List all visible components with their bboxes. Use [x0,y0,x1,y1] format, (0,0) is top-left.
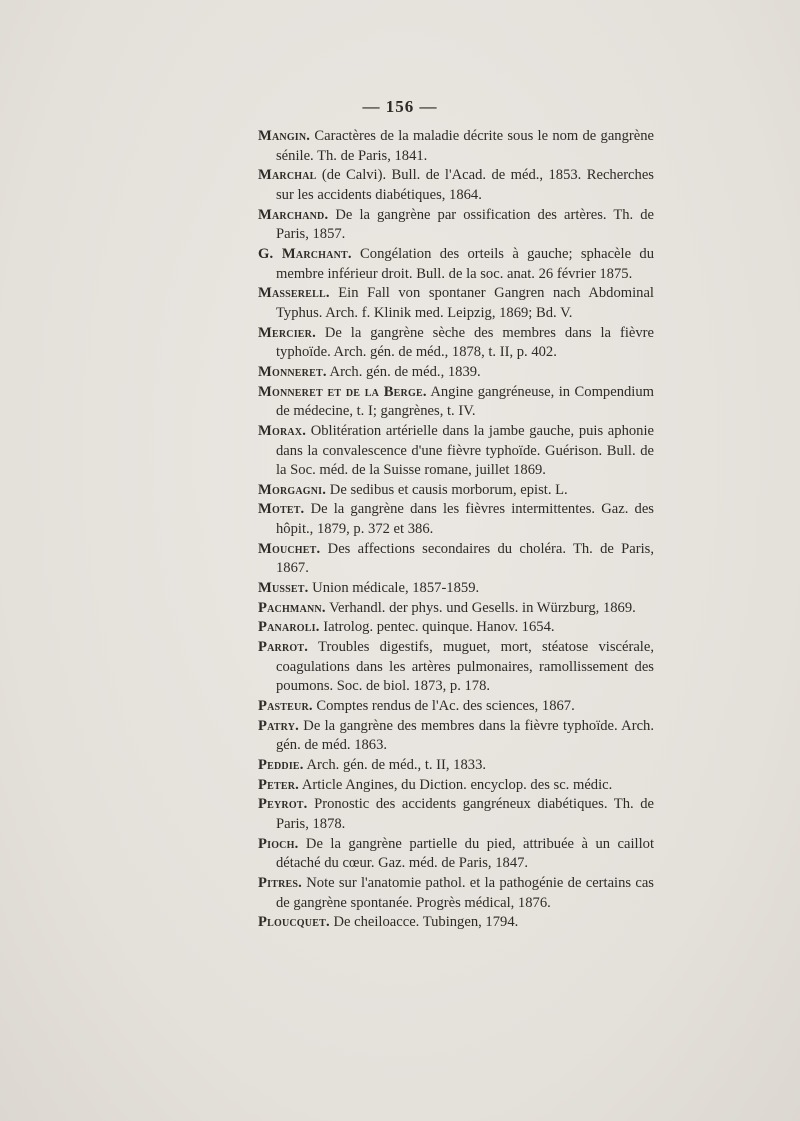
entry-author: Marchand. [258,206,329,223]
entry-text: De sedibus et causis morborum, epist. L. [326,481,568,498]
bibliography-entry [258,481,654,501]
entry-author: Motet. [258,501,305,518]
entry-author: Monneret. [258,363,327,380]
bibliography-entry [258,166,654,205]
entry-author: Monneret et de la Berge. [258,383,427,400]
entry-text: Oblitération artérielle dans la jambe gauche, puis aphonie dans la convalescence d'une fièvre typhoïde. Guérison. Bull. de la Soc. méd. de la Suisse romane, juillet 1869. [276,422,654,479]
bibliography-entry [258,245,654,284]
bibliography-entry [258,717,654,756]
entry-author: Marchal [258,167,317,184]
entry-author: Panaroli. [258,619,320,636]
page-number-header: — 156 — [362,97,438,116]
bibliography-entry [258,500,654,539]
entry-text: Troubles digestifs, muguet, mort, stéatose viscérale, coagulations dans les artères pulmonaires, ramollissement des poumons. Soc. de biol. 1873, p. 178. [276,639,654,695]
bibliography-entry [258,638,654,697]
bibliography-entry [258,697,654,717]
entry-text: Ein Fall von spontaner Gangren nach Abdominal Typhus. Arch. f. Klinik med. Leipzig, 1869; Bd. V. [276,285,654,321]
entry-author: Peter. [258,776,299,793]
entry-text: Arch. gén. de méd., 1839. [326,363,481,380]
entry-author: Patry. [258,717,300,734]
entry-text: Pronostic des accidents gangréneux diabétiques. Th. de Paris, 1878. [276,796,654,832]
entry-author: Morax. [258,422,307,439]
entry-author: Peyrot. [258,796,308,813]
bibliography-entry [258,363,654,383]
entry-author: Musset. [258,580,309,597]
bibliography-entry [258,383,654,422]
entry-text: Comptes rendus de l'Ac. des sciences, 1867. [312,698,575,715]
entry-text: De la gangrène dans les fièvres intermittentes. Gaz. des hôpit., 1879, p. 372 et 386. [276,501,654,538]
entry-author: Pasteur. [258,698,313,715]
entry-text: Caractères de la maladie décrite sous le nom de gangrène sénile. Th. de Paris, 1841. [276,128,654,164]
bibliography-entry [258,422,654,481]
entry-text: De cheiloacce. Tubingen, 1794. [329,914,519,931]
bibliography-entry [258,284,654,323]
entry-text: Angine gangréneuse, in Compendium de médecine, t. I; gangrènes, t. IV. [276,383,655,420]
bibliography-entry [258,874,654,913]
bibliography-entry [258,756,654,776]
entry-text: Verhandl. der phys. und Gesells. in Würzburg, 1869. [325,599,636,616]
bibliography-entry [258,127,654,166]
entry-text: Iatrolog. pentec. quinque. Hanov. 1654. [319,619,555,636]
entry-author: Ploucquet. [258,914,330,931]
entry-text: Congélation des orteils à gauche; sphacèle du membre inférieur droit. Bull. de la soc. anat. 26 février 1875. [276,245,654,282]
entry-text: De la gangrène partielle du pied, attribuée à un caillot détaché du cœur. Gaz. méd. de Paris, 1847. [276,835,654,872]
entry-author: G. Marchant. [258,245,352,262]
bibliography-entry [258,540,654,579]
entry-text: Arch. gén. de méd., t. II, 1833. [303,757,487,773]
entry-text: De la gangrène sèche des membres dans la fièvre typhoïde. Arch. gén. de méd., 1878, t. II, p. 402. [276,324,654,361]
entry-text: Article Angines, du Diction. encyclop. des sc. médic. [299,776,613,793]
bibliography-entry [258,324,654,363]
entry-author: Mangin. [258,128,311,144]
entry-author: Peddie. [258,757,304,773]
entry-text: (de Calvi). Bull. de l'Acad. de méd., 1853. Recherches sur les accidents diabétiques, 1864. [276,167,654,203]
bibliography-entry [258,795,654,834]
entry-author: Morgagni. [258,481,327,498]
bibliography-entry [258,776,654,796]
entry-text: Des affections secondaires du choléra. Th. de Paris, 1867. [276,540,654,577]
entry-text: De la gangrène par ossification des artères. Th. de Paris, 1857. [276,206,654,243]
entry-text: De la gangrène des membres dans la fièvre typhoïde. Arch. gén. de méd. 1863. [276,717,654,754]
bibliography-entry [258,618,654,638]
bibliography-entry [258,835,654,874]
entry-author: Parrot. [258,639,309,656]
bibliography-entry [258,206,654,245]
bibliography-entry [258,579,654,599]
bibliography-list [258,127,654,933]
entry-author: Masserell. [258,285,330,302]
entry-author: Pachmann. [258,599,326,616]
entry-author: Mercier. [258,324,316,341]
entry-author: Mouchet. [258,540,321,557]
bibliography-entry [258,599,654,619]
entry-text: Note sur l'anatomie pathol. et la pathogénie de certains cas de gangrène spontanée. Progrès médical, 1876. [276,874,654,911]
entry-author: Pioch. [258,835,299,852]
bibliography-entry [258,913,654,933]
entry-author: Pitres. [258,874,302,891]
entry-text: Union médicale, 1857-1859. [308,580,480,597]
